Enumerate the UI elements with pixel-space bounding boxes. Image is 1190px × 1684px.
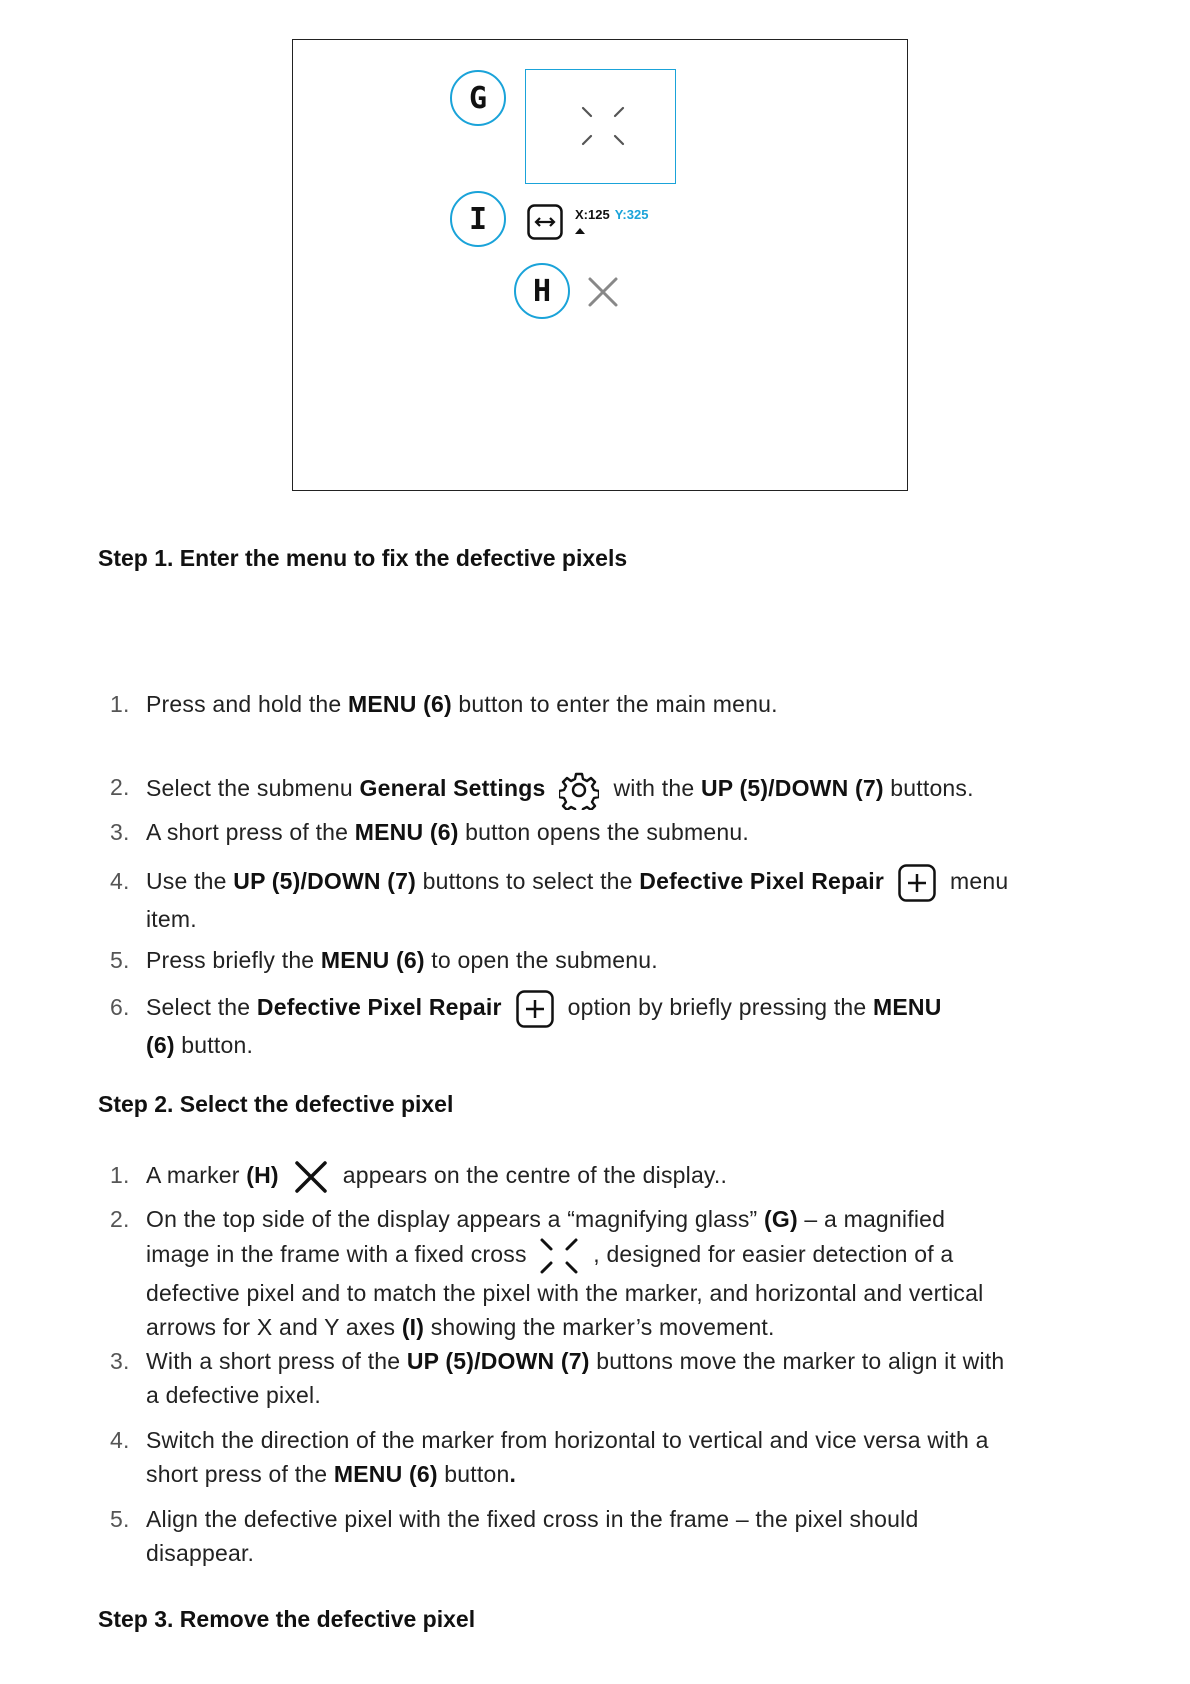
coord-caret-icon [575,228,585,234]
gear-icon [559,770,599,810]
item-number: 2. [110,774,130,800]
label-h-badge [514,263,570,319]
coord-y: Y:325 [614,207,649,222]
item-text: A short press of the MENU (6) button opens the submenu. [146,819,749,845]
item-number: 4. [110,1427,130,1453]
horizontal-arrows-icon [527,204,563,240]
fixed-cross-icon [537,1236,581,1276]
label-g-badge [450,70,506,126]
item-text: Select the Defective Pixel Repair option by briefly pressing the MENU (6) button. [146,990,1096,1062]
plus-box-icon [516,990,554,1028]
marker-coordinates [575,207,648,222]
label-i-text: I [468,201,488,237]
item-number: 5. [110,947,130,973]
label-i-badge [450,191,506,247]
coord-x: X:125 [575,207,610,222]
marker-cross-icon [293,1159,329,1195]
marker-cross-icon [586,275,620,309]
item-text: Align the defective pixel with the fixed cross in the frame – the pixel should disappear. [146,1506,919,1566]
step2-heading: Step 2. Select the defective pixel [98,1091,454,1117]
item-text: A marker (H) appears on the centre of the display.. [146,1158,1096,1195]
item-number: 4. [110,868,130,894]
magnifying-glass-frame [525,69,676,184]
item-number: 1. [110,691,130,717]
step3-heading: Step 3. Remove the defective pixel [98,1606,476,1632]
item-number: 2. [110,1206,130,1232]
fixed-cross-icon [526,70,674,182]
item-text: Press and hold the MENU (6) button to enter the main menu. [146,691,778,717]
item-text: Use the UP (5)/DOWN (7) buttons to select the Defective Pixel Repair menu item. [146,864,1096,936]
item-text: Select the submenu General Settings with the UP (5)/DOWN (7) buttons. [146,770,1096,810]
item-number: 5. [110,1506,130,1532]
item-text: With a short press of the UP (5)/DOWN (7) buttons move the marker to align it with a defective pixel. [146,1348,1005,1408]
item-number: 3. [110,1348,130,1374]
item-number: 3. [110,819,130,845]
item-text: Press briefly the MENU (6) to open the submenu. [146,947,658,973]
step1-heading: Step 1. Enter the menu to fix the defective pixels [98,545,628,571]
item-text: On the top side of the display appears a “magnifying glass” (G) – a magnified image in the frame with a fixed cross , designed for easier detection of a defective pixel and to match the pixel with the marker, and horizontal and vertical arrows for X and Y axes (I) showing the marker’s movement. [146,1206,984,1340]
item-number: 1. [110,1162,130,1188]
plus-box-icon [898,864,936,902]
item-text: Switch the direction of the marker from horizontal to vertical and vice versa with a short press of the MENU (6) button. [146,1427,989,1487]
item-number: 6. [110,994,130,1020]
label-h-text: H [532,273,552,309]
label-g-text: G [468,80,488,116]
